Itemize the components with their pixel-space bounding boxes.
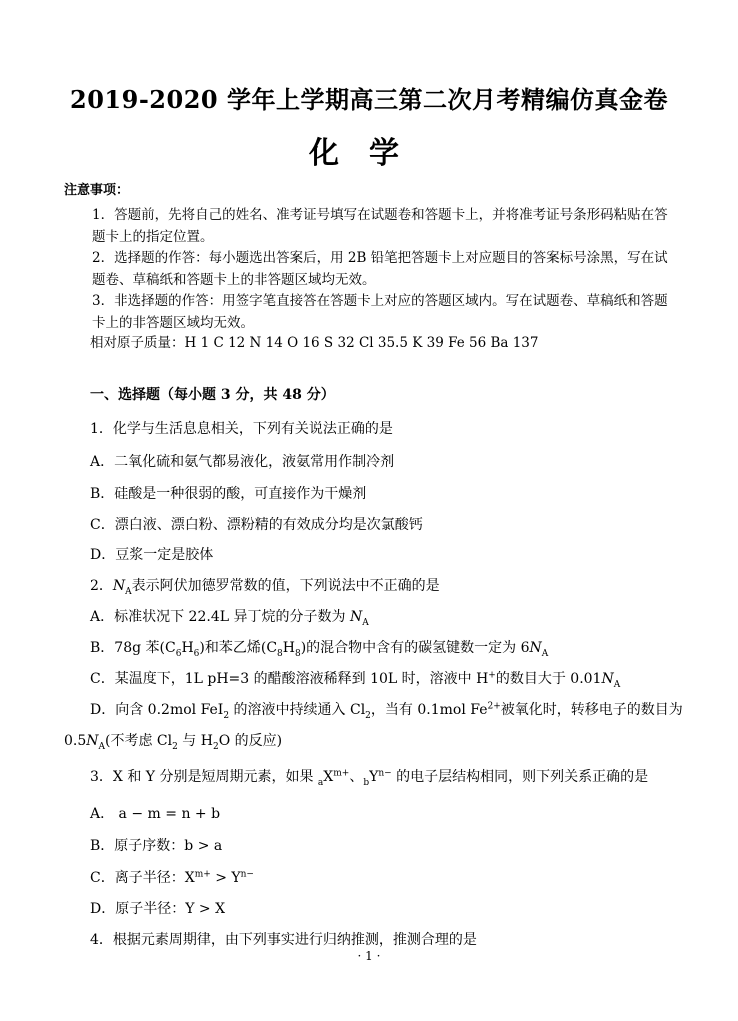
- section-title: 一、选择题（每小题 3 分，共 48 分）: [90, 387, 335, 403]
- q3-stem: 3．X 和 Y 分别是短周期元素，如果 $_aX^{m+}$、$_bY^{n-}$ 的电子层结构相同，则下列关系正确的是: [90, 768, 649, 788]
- page-number: · 1 ·: [357, 949, 381, 963]
- q4-stem: 4．根据元素周期律，由下列事实进行归纳推测，推测合理的是: [90, 932, 477, 948]
- q2-stem: 2．$N_A$表示阿伏加德罗常数的值，下列说法中不正确的是: [90, 578, 440, 597]
- q1-option-d: D．豆浆一定是胶体: [90, 547, 214, 563]
- q3-option-a: A． a − m = n + b: [90, 806, 221, 822]
- q3-option-d: D．原子半径：Y > X: [90, 901, 226, 917]
- q1-option-b: B．硅酸是一种很弱的酸，可直接作为干燥剂: [90, 486, 367, 502]
- q3-option-b: B．原子序数：b > a: [90, 838, 223, 854]
- atomic-mass-line: 相对原子质量：H 1 C 12 N 14 O 16 S 32 Cl 35.5 K 39 Fe 56 Ba 137: [90, 335, 539, 351]
- q2-option-b: B．78g 苯$(C_6H_6)$和苯乙烯$(C_8H_8)$的混合物中含有的碳氢键数一定为 $6N_A$: [90, 640, 549, 659]
- q2-option-c: C．某温度下，1L pH=3 的醋酸溶液稀释到 10L 时，溶液中 H+的数目大于 $0.01N_A$: [90, 670, 621, 690]
- note-item-1: 1．答题前，先将自己的姓名、准考证号填写在试题卷和答题卡上，并将准考证号条形码粘贴在答题卡上的指定位置。: [92, 207, 668, 245]
- q1-option-c: C．漂白液、漂白粉、漂粉精的有效成分均是次氯酸钙: [90, 517, 423, 533]
- q1-option-a: A．二氧化硫和氨气都易液化，液氨常用作制冷剂: [90, 454, 395, 470]
- subject-title: 化学: [309, 136, 429, 171]
- q2-option-d: D．向含 0.2mol FeI$_2$ 的溶液中持续通入 $Cl_2$，当有 0.1mol $Fe^{2+}$被氧化时，转移电子的数目为: [90, 701, 683, 721]
- q1-stem: 1．化学与生活息息相关，下列有关说法正确的是: [90, 421, 393, 437]
- q3-option-c: C．离子半径：$X^{m+} > Y^{n-}$: [90, 869, 254, 886]
- exam-title: 2019-2020 学年上学期高三第二次月考精编仿真金卷: [70, 85, 668, 114]
- q2-option-a: A．标准状况下 22.4L 异丁烷的分子数为 $N_A$: [90, 609, 369, 628]
- note-item-3: 3．非选择题的作答：用签字笔直接答在答题卡上对应的答题区域内。写在试题卷、草稿纸和答题卡上的非答题区域均无效。: [92, 293, 668, 331]
- q2-option-d-continued: $0.5N_A$(不考虑 $Cl_2$ 与 $H_2O$ 的反应): [64, 733, 283, 752]
- note-item-2: 2．选择题的作答：每小题选出答案后，用 2B 铅笔把答题卡上对应题目的答案标号涂黑，写在试题卷、草稿纸和答题卡上的非答题区域均无效。: [92, 250, 668, 288]
- notes-heading: 注意事项：: [64, 183, 130, 198]
